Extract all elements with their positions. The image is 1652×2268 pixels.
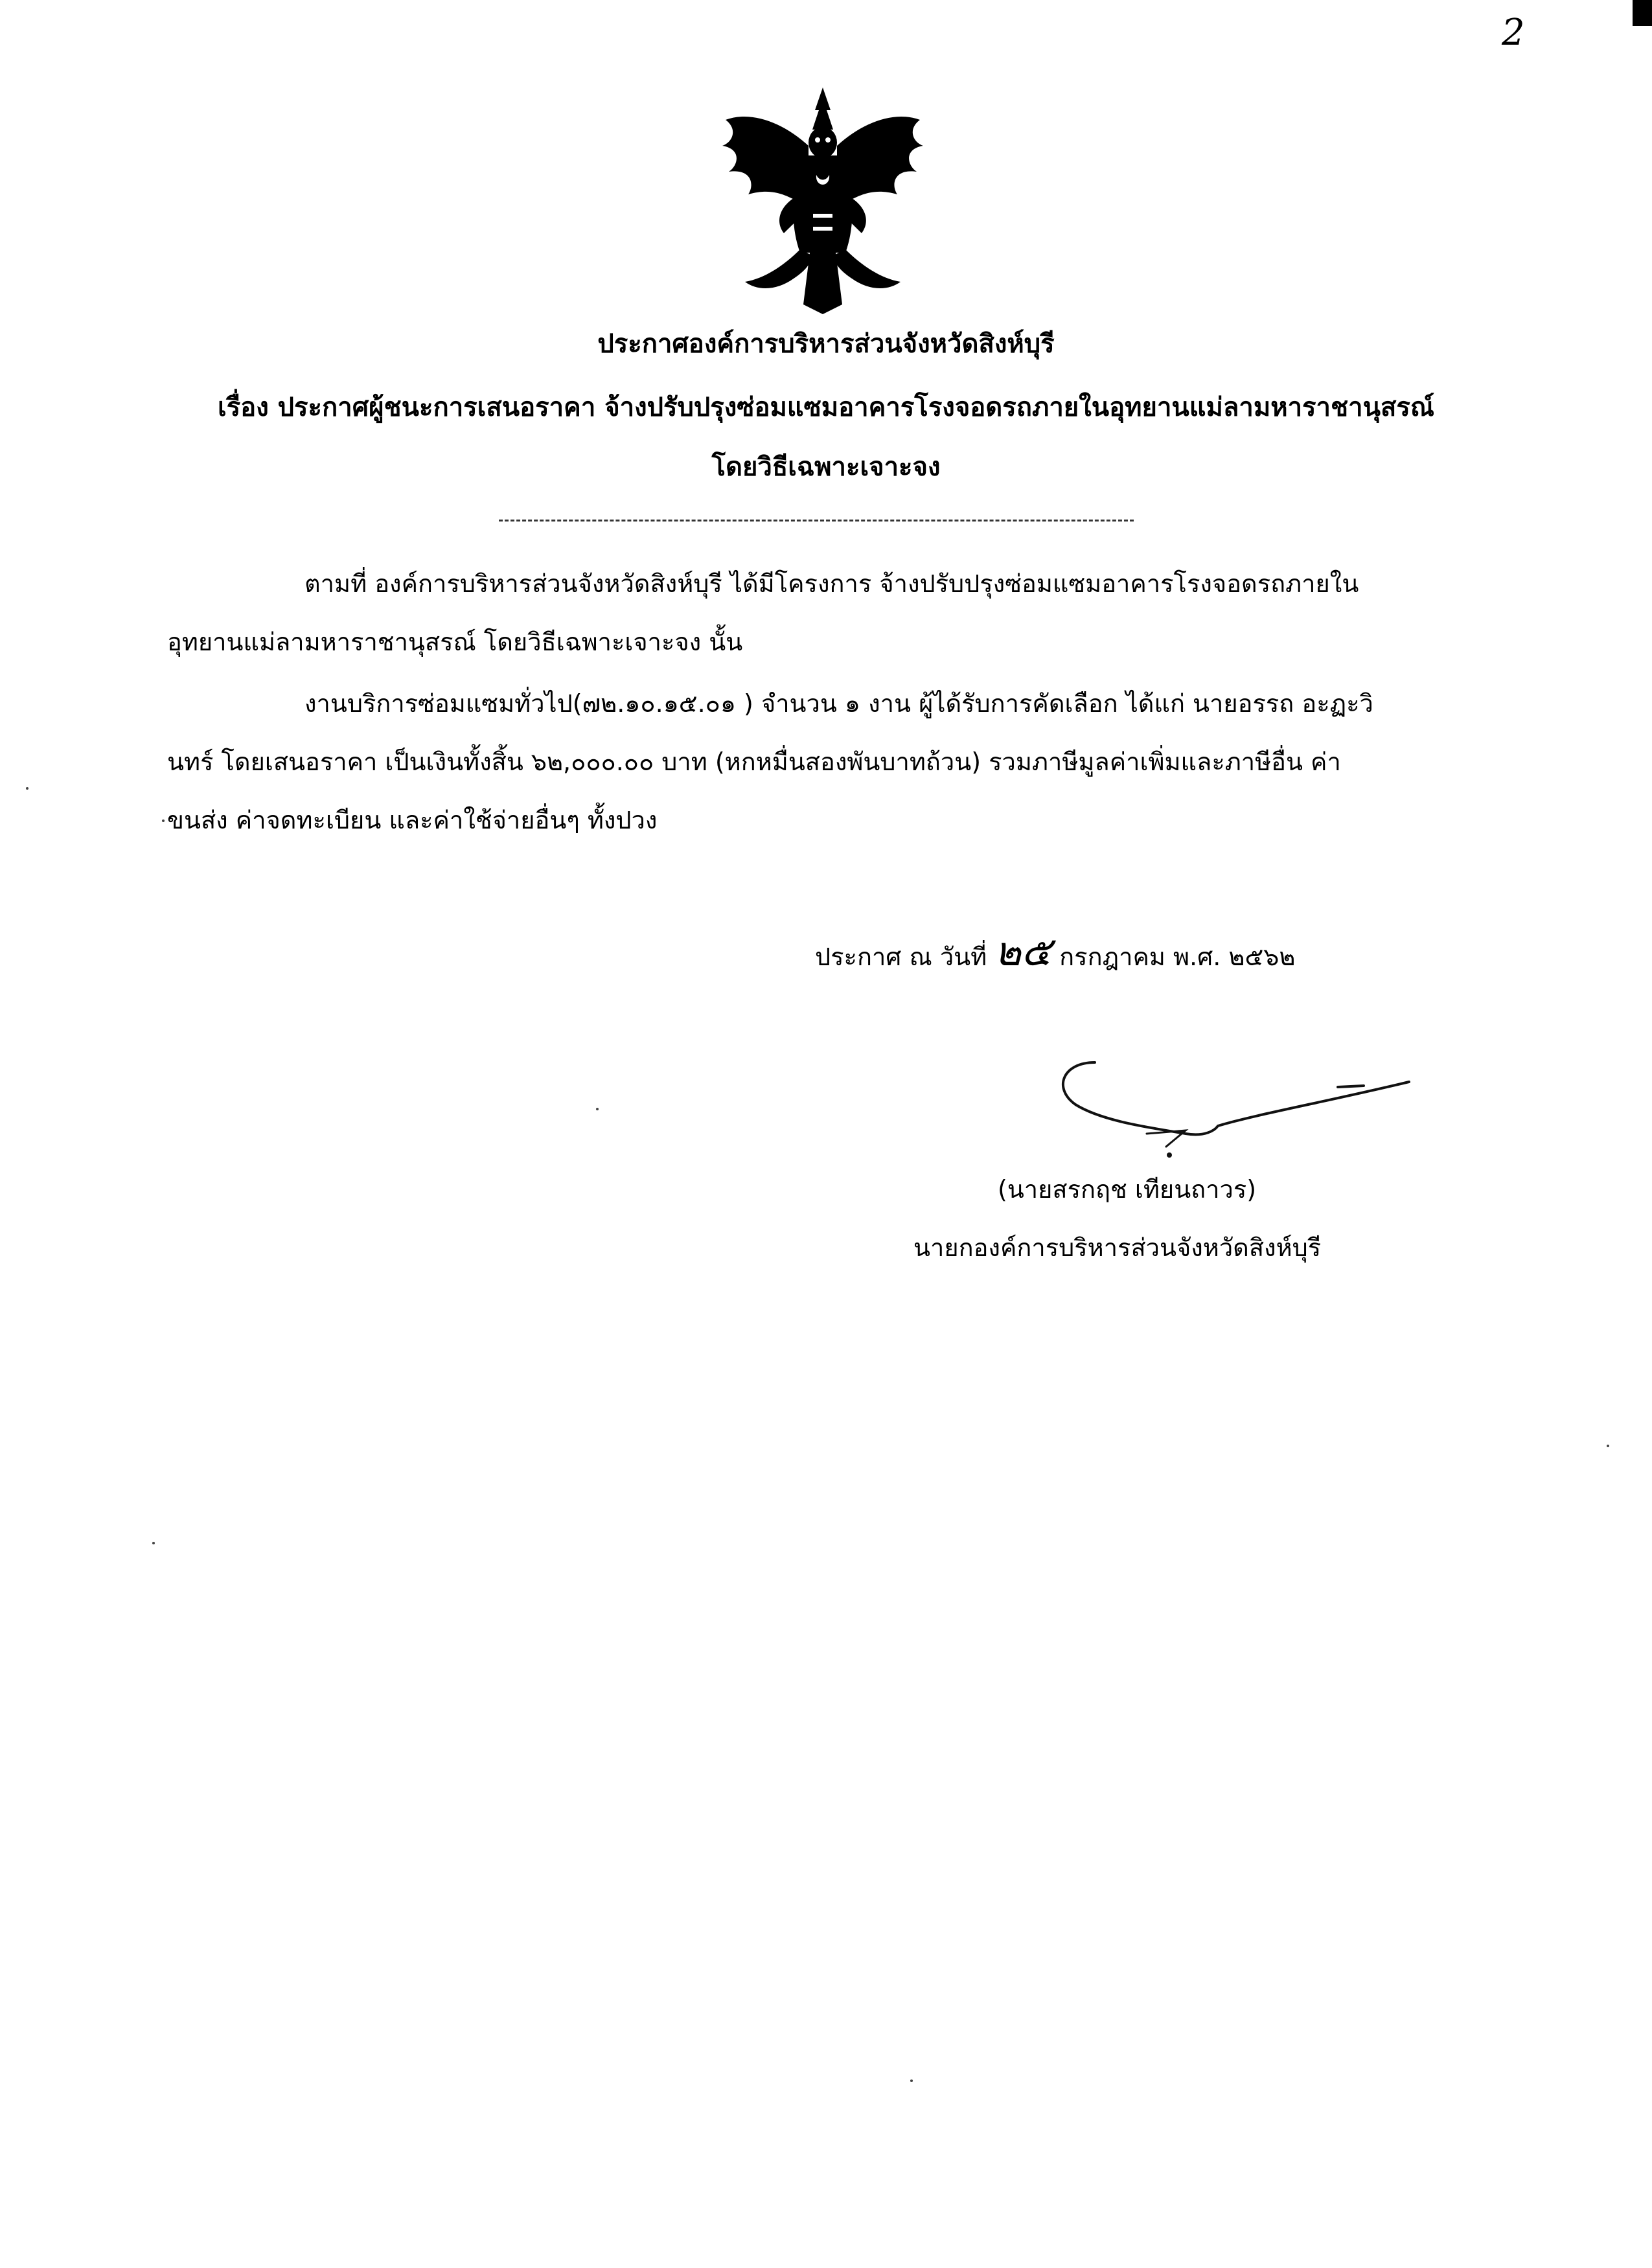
date-day-handwritten: ๒๕ <box>994 928 1052 975</box>
scan-speck <box>162 819 165 822</box>
scan-speck <box>26 787 29 790</box>
page-number: 2 <box>1502 12 1525 54</box>
body-paragraph-2-line-3: ขนส่ง ค่าจดทะเบียน และค่าใช้จ่ายอื่นๆ ทั้งปวง <box>167 806 658 834</box>
announcement-date <box>815 920 1295 983</box>
body-paragraph-2-line-2: นทร์ โดยเสนอราคา เป็นเงินทั้งสิ้น ๖๒,๐๐๐.๐๐ บาท (หกหมื่นสองพันบาทถ้วน) รวมภาษีมูลค่าเพิ่มและภาษีอื่น ค่า <box>167 748 1341 776</box>
handwritten-signature <box>1050 1037 1412 1166</box>
scan-speck <box>1607 1445 1609 1447</box>
body-paragraph-1-line-1: ตามที่ องค์การบริหารส่วนจังหวัดสิงห์บุรี ได้มีโครงการ จ้างปรับปรุงซ่อมแซมอาคารโรงจอดรถภายใน <box>304 569 1359 598</box>
signatory-name: (นายสรกฤช เทียนถาวร) <box>998 1175 1257 1204</box>
date-prefix: ประกาศ ณ วันที่ <box>815 943 987 971</box>
announcement-title: ประกาศองค์การบริหารส่วนจังหวัดสิงห์บุรี <box>597 329 1055 359</box>
scan-speck <box>152 1542 155 1544</box>
scan-edge-mark <box>1633 0 1652 26</box>
heading-divider <box>499 520 1134 521</box>
announcement-subject: เรื่อง ประกาศผู้ชนะการเสนอราคา จ้างปรับปรุงซ่อมแซมอาคารโรงจอดรถภายในอุทยานแม่ลามหาราชานุสรณ์ <box>218 393 1434 422</box>
scan-speck <box>910 2079 913 2082</box>
garuda-emblem-icon <box>713 84 933 317</box>
announcement-method: โดยวิธีเฉพาะเจาะจง <box>711 452 941 482</box>
signatory-position: นายกองค์การบริหารส่วนจังหวัดสิงห์บุรี <box>913 1233 1322 1262</box>
body-paragraph-1-line-2: อุทยานแม่ลามหาราชานุสรณ์ โดยวิธีเฉพาะเจาะจง นั้น <box>167 628 743 656</box>
scan-speck <box>596 1108 599 1110</box>
body-paragraph-2-line-1: งานบริการซ่อมแซมทั่วไป(๗๒.๑๐.๑๕.๐๑ ) จำนวน ๑ งาน ผู้ได้รับการคัดเลือก ได้แก่ นายอรรถ อะฏะวิ <box>304 689 1373 718</box>
date-month-year: กรกฎาคม พ.ศ. ๒๕๖๒ <box>1059 943 1296 971</box>
